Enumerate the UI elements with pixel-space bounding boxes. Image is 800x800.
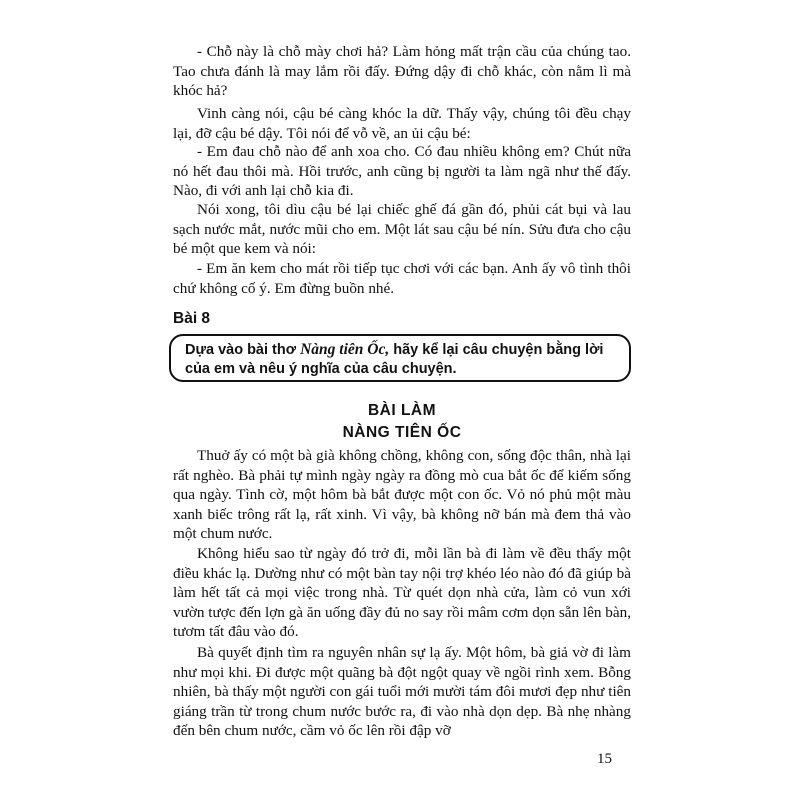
- dialogue-paragraph-4: Nói xong, tôi dìu cậu bé lại chiếc ghế đá gần đó, phủi cát bụi và lau sạch nước mắt, nước mũi cho em. Một lát sau cậu bé nín. Sửu đưa cho cậu bé một que kem và nói:: [173, 201, 631, 258]
- prompt-text-before: Dựa vào bài thơ: [185, 342, 301, 358]
- page-number: 15: [597, 751, 612, 767]
- dialogue-paragraph-1: - Chỗ này là chỗ mày chơi hả? Làm hỏng mất trận cầu của chúng tao. Tao chưa đánh là may lắm rồi đấy. Đứng dậy đi chỗ khác, còn nằm lì mà khóc hả?: [173, 43, 631, 100]
- story-title: NÀNG TIÊN ỐC: [342, 424, 462, 441]
- story-paragraph-2: Không hiểu sao từ ngày đó trở đi, mỗi lần bà đi làm về đều thấy một điều khác lạ. Dường như có một bàn tay nội trợ khéo léo nào đó đã giúp bà làm hết tất cả mọi việc trong nhà. Từ quét dọn nhà cửa, làm cỏ vun xới vườn tược đến lợn gà ăn uống đầy đủ no say rồi mâm cơm dọn sẵn lên bàn, tươm tất đâu vào đó.: [173, 545, 631, 641]
- dialogue-paragraph-2: Vinh càng nói, cậu bé càng khóc la dữ. Thấy vậy, chúng tôi đều chạy lại, đỡ cậu bé dậy. Tôi nói để vỗ về, an ủi cậu bé:: [173, 105, 631, 142]
- answer-section-label: BÀI LÀM: [367, 402, 437, 419]
- prompt-poem-title: Nàng tiên Ốc,: [300, 341, 390, 358]
- dialogue-paragraph-5: - Em ăn kem cho mát rồi tiếp tục chơi với các bạn. Anh ấy vô tình thôi chứ không cố ý. Em đừng buồn nhé.: [173, 260, 631, 297]
- story-paragraph-3: Bà quyết định tìm ra nguyên nhân sự lạ ấy. Một hôm, bà giả vờ đi làm như mọi khi. Đi được một quãng bà đột ngột quay về ngồi rình xem. Bỗng nhiên, bà thấy một người con gái tuổi mới mười tám đôi mươi đẹp như tiên giáng trần từ trong chum nước bước ra, đi vào nhà dọn dẹp. Bà nhẹ nhàng đến bên chum nước, cầm vỏ ốc lên rồi đập vỡ: [173, 644, 631, 740]
- story-paragraph-1: Thuở ấy có một bà già không chồng, không con, sống độc thân, nhà lại rất nghèo. Bà phải tự mình ngày ngày ra đồng mò cua bắt ốc để kiếm sống qua ngày. Tình cờ, một hôm bà bắt được một con ốc. Vỏ nó phủ một màu xanh biếc trông rất lạ, rất xinh. Vì vậy, bà không nỡ bán mà đem thả vào một chum nước.: [173, 447, 631, 543]
- exercise-prompt-box: [169, 334, 631, 382]
- dialogue-paragraph-3: - Em đau chỗ nào để anh xoa cho. Có đau nhiều không em? Chút nữa nó hết đau thôi mà. Hồi trước, anh cũng bị người ta làm ngã như thế đấy. Nào, đi với anh lại chỗ kia đi.: [173, 143, 631, 200]
- exercise-heading: Bài 8: [173, 310, 211, 327]
- prompt-text-after: hãy kể lại câu chuyện bằng lời của em và nêu ý nghĩa của câu chuyện.: [185, 342, 604, 377]
